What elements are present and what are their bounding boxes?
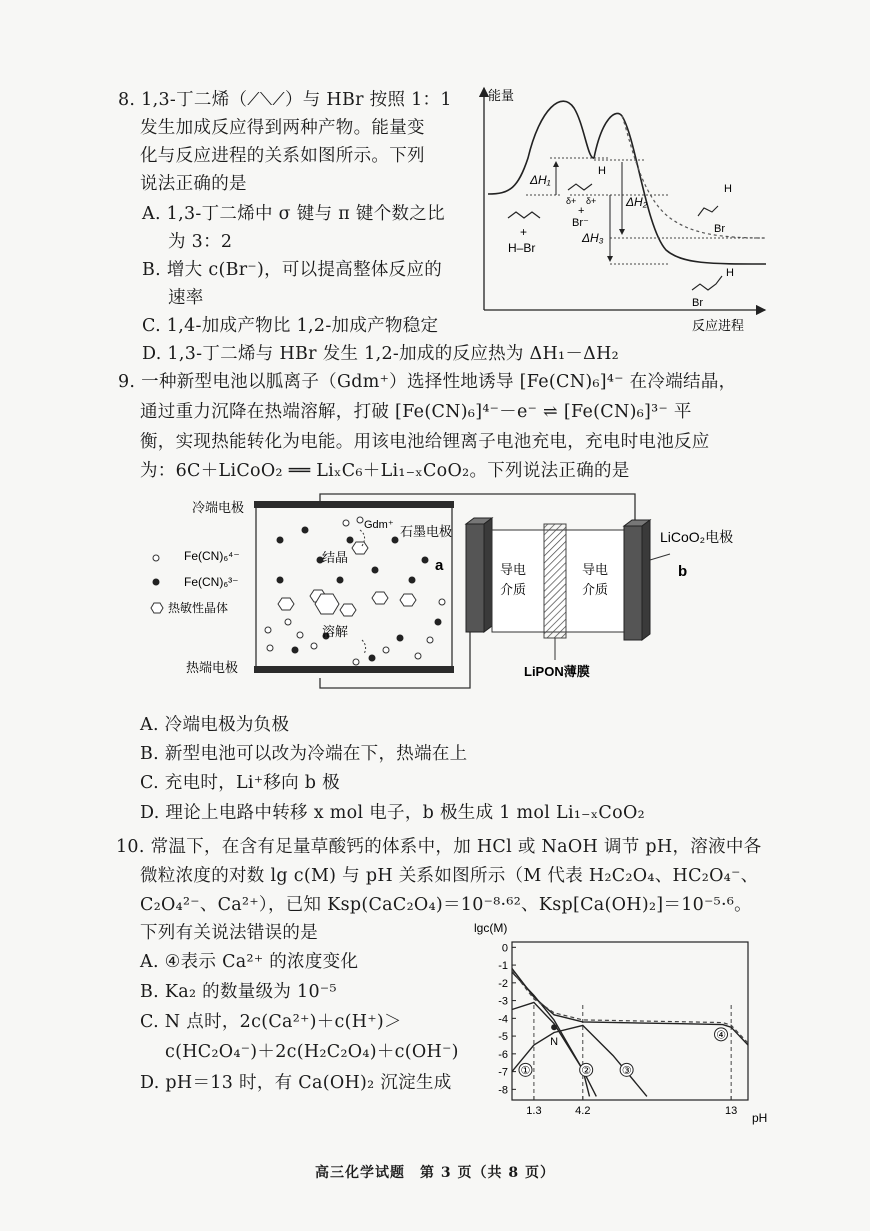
plus-sign: + — [520, 225, 528, 239]
lipon-film — [544, 524, 566, 638]
graphite-label: 石墨电极 — [400, 524, 453, 539]
x-tick-label: 13 — [725, 1105, 738, 1117]
q10-line: C₂O₄²⁻、Ca²⁺），已知 Ksp(CaC₂O₄)＝10⁻⁸·⁶²、Ksp[Ca(OH)₂]＝10⁻⁵·⁶。 — [140, 895, 752, 915]
gdm-label: Gdm⁺ — [364, 519, 394, 531]
legend-hexagon-icon — [151, 603, 163, 613]
crystallize-label: 结晶 — [322, 550, 349, 565]
medium-label: 导电 — [582, 562, 609, 577]
series-label: ① — [520, 1064, 531, 1077]
q8-line: 化与反应进程的关系如图所示。下列 — [140, 146, 425, 166]
q8-option-b-cont: 速率 — [168, 288, 204, 308]
medium-label: 介质 — [500, 582, 527, 597]
battery-diagram — [150, 490, 760, 690]
series-label: ③ — [621, 1064, 632, 1077]
y-axis-label: 能量 — [488, 88, 515, 103]
x-axis-label: 反应进程 — [692, 318, 745, 333]
licoo2-electrode — [624, 526, 642, 640]
butadiene-icon — [508, 212, 540, 218]
delta-plus-label: δ+ — [566, 196, 577, 206]
point-n-label: N — [550, 1036, 559, 1049]
hot-electrode-label: 热端电极 — [186, 660, 239, 675]
q8-option-a: A. 1,3-丁二烯中 σ 键与 π 键个数之比 — [142, 204, 445, 224]
q10-option-d: D. pH＝13 时，有 Ca(OH)₂ 沉淀生成 — [140, 1073, 452, 1093]
q8-line: 8. 1,3-丁二烯（⟋⟍⟋）与 HBr 按照 1：1 — [118, 90, 452, 110]
y-tick-label: -7 — [498, 1066, 508, 1079]
q8-option-b: B. 增大 c(Br⁻)，可以提高整体反应的 — [142, 260, 443, 280]
x-tick-label: 4.2 — [575, 1105, 591, 1117]
hbr-label: H–Br — [508, 241, 536, 255]
electrode-b-label: b — [678, 563, 688, 580]
br-label: Br — [692, 297, 703, 309]
y-tick-label: -6 — [498, 1048, 508, 1061]
y-tick-label: -1 — [498, 960, 508, 973]
dh2-label: ΔH₂ — [626, 195, 648, 209]
q10-option-a: A. ④表示 Ca²⁺ 的浓度变化 — [140, 952, 359, 972]
hot-electrode — [254, 666, 454, 673]
chart-ylabel: lgc(M) — [474, 921, 508, 935]
cold-electrode-label: 冷端电极 — [192, 500, 245, 515]
intermediate-icon — [568, 184, 592, 190]
licoo2-label: LiCoO₂电极 — [660, 529, 734, 545]
h-label: H — [598, 165, 606, 177]
legend-fe4-label: Fe(CN)₆⁴⁻ — [184, 549, 240, 563]
q9-option-c: C. 充电时，Li⁺移向 b 极 — [140, 773, 340, 793]
q10-line: 微粒浓度的对数 lg c(M) 与 pH 关系如图所示（M 代表 H₂C₂O₄、HC₂O₄⁻、 — [140, 866, 759, 886]
q9-line: 9. 一种新型电池以胍离子（Gdm⁺）选择性地诱导 [Fe(CN)₆]⁴⁻ 在冷端结晶， — [118, 372, 737, 392]
q9-line: 为：6C＋LiCoO₂ ══ LiₓC₆＋Li₁₋ₓCoO₂。下列说法正确的是 — [140, 461, 630, 481]
point-n — [551, 1024, 557, 1030]
medium-label: 导电 — [500, 562, 527, 577]
series-label: ④ — [716, 1029, 726, 1042]
lgc-ph-chart — [470, 920, 780, 1140]
wire — [320, 632, 470, 688]
q8-option-c: C. 1,4-加成产物比 1,2-加成产物稳定 — [142, 316, 439, 336]
y-tick-label: -8 — [498, 1084, 508, 1097]
series-line-4 — [512, 969, 748, 1045]
y-tick-label: -5 — [498, 1031, 508, 1044]
q10-option-c: C. N 点时，2c(Ca²⁺)＋c(H⁺)＞ — [140, 1012, 402, 1032]
legend-fe3-label: Fe(CN)₆³⁻ — [184, 575, 239, 589]
q10-option-b: B. Ka₂ 的数量级为 10⁻⁵ — [140, 982, 337, 1002]
y-tick-label: -4 — [498, 1013, 508, 1026]
legend-open-circle-icon — [153, 555, 159, 561]
product-12-icon — [698, 206, 718, 216]
q9-line: 通过重力沉降在热端溶解，打破 [Fe(CN)₆]⁴⁻－e⁻ ⇌ [Fe(CN)₆]³⁻ 平 — [140, 402, 692, 422]
br-label: Br — [714, 223, 725, 235]
page-footer: 高三化学试题 第 3 页（共 8 页） — [315, 1165, 555, 1181]
energy-diagram — [470, 78, 770, 340]
dh3-label: ΔH₃ — [582, 231, 604, 245]
legend-filled-circle-icon — [153, 579, 160, 586]
dissolve-label: 溶解 — [322, 624, 349, 639]
q8-line: 说法正确的是 — [140, 174, 247, 194]
y-tick-label: -2 — [498, 977, 508, 990]
plus-sign: + — [578, 205, 585, 217]
h-label: H — [724, 183, 732, 195]
q8-option-a-cont: 为 3：2 — [168, 232, 233, 252]
q10-line: 10. 常温下，在含有足量草酸钙的体系中，加 HCl 或 NaOH 调节 pH，溶液中各 — [116, 837, 762, 857]
series-label: ② — [581, 1064, 592, 1077]
graphite-electrode — [466, 524, 484, 632]
cold-electrode — [254, 501, 454, 508]
q9-option-a: A. 冷端电极为负极 — [140, 715, 290, 735]
particles — [265, 517, 445, 665]
q9-option-b: B. 新型电池可以改为冷端在下，热端在上 — [140, 744, 468, 764]
q10-option-c-cont: c(HC₂O₄⁻)＋2c(H₂C₂O₄)＋c(OH⁻) — [165, 1042, 459, 1062]
energy-curve-dashed — [622, 116, 766, 238]
q10-line: 下列有关说法错误的是 — [140, 923, 318, 943]
series-line-3 — [512, 1025, 647, 1096]
dh1-label: ΔH₁ — [530, 173, 551, 187]
br-minus-label: Br⁻ — [572, 217, 589, 229]
series-dashed-line — [512, 971, 748, 1043]
medium-label: 介质 — [582, 582, 609, 597]
q9-option-d: D. 理论上电路中转移 x mol 电子，b 极生成 1 mol Li₁₋ₓCoO₂ — [140, 803, 645, 823]
q8-option-d: D. 1,3-丁二烯与 HBr 发生 1,2-加成的反应热为 ΔH₁－ΔH₂ — [142, 344, 619, 364]
electrode-a-label: a — [435, 557, 444, 574]
delta-plus-label: δ+ — [586, 196, 597, 206]
chart-xlabel: pH — [752, 1111, 768, 1125]
y-tick-label: -3 — [498, 995, 508, 1008]
y-tick-label: 0 — [501, 942, 508, 955]
h-label: H — [726, 267, 734, 279]
q9-line: 衡，实现热能转化为电能。用该电池给锂离子电池充电，充电时电池反应 — [140, 432, 710, 452]
lipon-label: LiPON薄膜 — [524, 664, 590, 679]
x-tick-label: 1.3 — [526, 1105, 542, 1117]
legend-crystal-label: 热敏性晶体 — [168, 601, 229, 615]
series-line-1 — [512, 972, 596, 1096]
q8-line: 发生加成反应得到两种产物。能量变 — [140, 118, 425, 138]
product-14-icon — [692, 276, 722, 290]
